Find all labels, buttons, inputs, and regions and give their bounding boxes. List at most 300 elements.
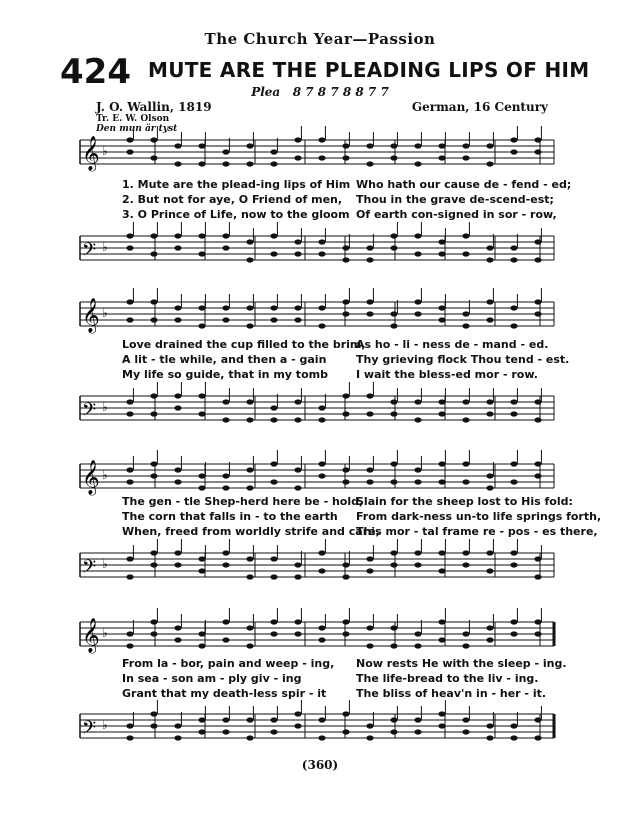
note-head [294, 155, 301, 160]
note-head [126, 643, 133, 648]
note-head [318, 717, 325, 722]
note-head [486, 550, 493, 555]
note-head [366, 311, 373, 316]
note-head [174, 317, 181, 322]
note-head [270, 556, 277, 561]
note-head [390, 717, 397, 722]
note-head [318, 251, 325, 256]
note-head [510, 411, 517, 416]
note-head [486, 143, 493, 148]
note-head [486, 411, 493, 416]
note-head [318, 473, 325, 478]
note-head [294, 137, 301, 142]
note-head [222, 473, 229, 478]
note-head [150, 631, 157, 636]
note-head [270, 149, 277, 154]
note-head [366, 723, 373, 728]
note-head [534, 556, 541, 561]
note-head [366, 245, 373, 250]
note-head [294, 711, 301, 716]
note-head [294, 305, 301, 310]
bass-clef-icon: 𝄢 [82, 718, 97, 743]
note-head [174, 467, 181, 472]
note-head [342, 479, 349, 484]
note-head [486, 625, 493, 630]
note-head [342, 574, 349, 579]
note-head [390, 311, 397, 316]
note-head [318, 625, 325, 630]
note-head [534, 735, 541, 740]
note-head [222, 562, 229, 567]
note-head [222, 485, 229, 490]
note-head [174, 393, 181, 398]
note-head [390, 461, 397, 466]
tune-meter: 8 7 8 7 8 8 7 7 [292, 85, 389, 99]
note-head [222, 149, 229, 154]
tune-line [0, 85, 640, 99]
note-head [534, 574, 541, 579]
hymn-number: 424 [60, 52, 131, 92]
lyric-line: The gen - tle Shep-herd here be - hold, [122, 495, 364, 508]
note-head [390, 245, 397, 250]
note-head [390, 143, 397, 148]
note-head [462, 631, 469, 636]
note-head [534, 137, 541, 142]
page-number: (360) [301, 758, 339, 772]
note-head [318, 305, 325, 310]
note-head [126, 735, 133, 740]
note-head [366, 643, 373, 648]
note-head [246, 467, 253, 472]
note-head [222, 637, 229, 642]
lyric-line: The life-bread to the liv - ing. [356, 672, 539, 685]
note-head [126, 245, 133, 250]
note-head [246, 161, 253, 166]
note-head [270, 631, 277, 636]
note-head [150, 317, 157, 322]
note-head [366, 143, 373, 148]
note-head [222, 729, 229, 734]
note-head [126, 399, 133, 404]
note-head [462, 311, 469, 316]
note-head [414, 161, 421, 166]
note-head [246, 625, 253, 630]
note-head [126, 631, 133, 636]
lyric-line: This mor - tal frame re - pos - es there, [356, 525, 598, 538]
note-head [126, 723, 133, 728]
note-head [150, 723, 157, 728]
note-head [486, 245, 493, 250]
note-head [462, 155, 469, 160]
note-head [462, 461, 469, 466]
original-title: Den mun är tyst [96, 124, 178, 134]
treble-clef-icon: 𝄞 [82, 618, 100, 653]
note-head [126, 411, 133, 416]
note-head [462, 233, 469, 238]
note-head [462, 717, 469, 722]
note-head [414, 717, 421, 722]
note-head [342, 467, 349, 472]
note-head [534, 149, 541, 154]
lyric-line: 3. O Prince of Life, now to the gloom [122, 208, 350, 221]
note-head [174, 305, 181, 310]
note-head [150, 562, 157, 567]
note-head [270, 405, 277, 410]
note-head [486, 735, 493, 740]
treble-staff-2 [0, 294, 640, 334]
note-head [126, 479, 133, 484]
note-head [342, 411, 349, 416]
note-head [366, 299, 373, 304]
note-head [510, 399, 517, 404]
lyric-line: 2. But not for aye, O Friend of men, [122, 193, 343, 206]
note-head [390, 323, 397, 328]
note-head [510, 257, 517, 262]
note-head [270, 161, 277, 166]
flat-icon: ♭ [102, 468, 108, 482]
note-head [150, 711, 157, 716]
note-head [222, 305, 229, 310]
note-head [270, 417, 277, 422]
note-head [294, 485, 301, 490]
note-head [270, 317, 277, 322]
note-head [246, 323, 253, 328]
note-head [150, 233, 157, 238]
note-head [510, 631, 517, 636]
bass-clef-icon: 𝄢 [82, 400, 97, 425]
note-head [246, 643, 253, 648]
note-head [414, 631, 421, 636]
note-head [270, 251, 277, 256]
bass-staff-1 [0, 228, 640, 276]
note-head [270, 619, 277, 624]
note-head [462, 143, 469, 148]
note-head [270, 729, 277, 734]
note-head [390, 643, 397, 648]
bass-clef-icon: 𝄢 [82, 557, 97, 582]
note-head [342, 619, 349, 624]
note-head [150, 155, 157, 160]
note-head [342, 311, 349, 316]
lyric-line: In sea - son am - ply giv - ing [122, 672, 302, 685]
note-head [294, 631, 301, 636]
note-head [150, 461, 157, 466]
note-head [414, 729, 421, 734]
flat-icon: ♭ [102, 306, 108, 320]
lyric-line: As ho - li - ness de - mand - ed. [356, 338, 549, 351]
note-head [150, 411, 157, 416]
composer: German, 16 Century [411, 100, 548, 114]
note-head [318, 323, 325, 328]
note-head [462, 323, 469, 328]
note-head [174, 405, 181, 410]
note-head [246, 257, 253, 262]
note-head [150, 619, 157, 624]
note-head [342, 155, 349, 160]
note-head [318, 155, 325, 160]
note-head [414, 399, 421, 404]
lyric-line: The corn that falls in - to the earth [122, 510, 338, 523]
note-head [174, 637, 181, 642]
note-head [318, 137, 325, 142]
note-head [510, 619, 517, 624]
note-head [366, 257, 373, 262]
note-head [174, 161, 181, 166]
note-head [318, 239, 325, 244]
note-head [414, 299, 421, 304]
note-head [126, 137, 133, 142]
note-head [222, 233, 229, 238]
treble-clef-icon: 𝄞 [82, 136, 100, 171]
note-head [270, 461, 277, 466]
hymn-title: MUTE ARE THE PLEADING LIPS OF HIM [148, 58, 590, 82]
bass-clef-icon: 𝄢 [82, 240, 97, 265]
note-head [510, 323, 517, 328]
note-head [270, 717, 277, 722]
lyric-line: Thou in the grave de-scend-est; [356, 193, 554, 206]
lyric-line: A lit - tle while, and then a - gain [122, 353, 327, 366]
treble-clef-icon: 𝄞 [82, 460, 100, 495]
flat-icon: ♭ [102, 718, 108, 732]
note-head [462, 399, 469, 404]
note-head [342, 631, 349, 636]
note-head [462, 562, 469, 567]
note-head [150, 251, 157, 256]
note-head [318, 461, 325, 466]
note-head [510, 137, 517, 142]
note-head [534, 257, 541, 262]
note-head [150, 299, 157, 304]
note-head [270, 479, 277, 484]
note-head [246, 417, 253, 422]
note-head [294, 251, 301, 256]
note-head [342, 299, 349, 304]
note-head [510, 149, 517, 154]
note-head [246, 485, 253, 490]
note-head [126, 149, 133, 154]
note-head [318, 417, 325, 422]
note-head [462, 251, 469, 256]
bass-staff-2 [0, 388, 640, 428]
note-head [390, 411, 397, 416]
note-head [390, 625, 397, 630]
note-head [318, 550, 325, 555]
note-head [366, 568, 373, 573]
note-head [126, 317, 133, 322]
note-head [318, 405, 325, 410]
note-head [510, 550, 517, 555]
treble-clef-icon: 𝄞 [82, 298, 100, 333]
note-head [486, 317, 493, 322]
note-head [294, 417, 301, 422]
note-head [126, 467, 133, 472]
note-head [222, 550, 229, 555]
note-head [294, 619, 301, 624]
note-head [294, 467, 301, 472]
note-head [174, 625, 181, 630]
note-head [366, 735, 373, 740]
note-head [414, 479, 421, 484]
note-head [222, 619, 229, 624]
author: J. O. Wallin, 1819 [96, 100, 212, 114]
note-head [366, 161, 373, 166]
note-head [534, 473, 541, 478]
note-head [486, 637, 493, 642]
note-head [174, 143, 181, 148]
flat-icon: ♭ [102, 400, 108, 414]
note-head [486, 485, 493, 490]
note-head [174, 245, 181, 250]
note-head [246, 735, 253, 740]
note-head [174, 479, 181, 484]
flat-icon: ♭ [102, 626, 108, 640]
note-head [414, 643, 421, 648]
lyric-line: From la - bor, pain and weep - ing, [122, 657, 335, 670]
note-head [366, 625, 373, 630]
note-head [294, 317, 301, 322]
lyric-line: Thy grieving flock Thou tend - est. [356, 353, 570, 366]
note-head [534, 311, 541, 316]
note-head [342, 245, 349, 250]
lyric-line: Of earth con-signed in sor - row, [356, 208, 557, 221]
note-head [462, 729, 469, 734]
note-head [246, 717, 253, 722]
note-head [462, 479, 469, 484]
translator: Tr. E. W. Olson [96, 114, 170, 124]
note-head [534, 619, 541, 624]
lyric-line: Grant that my death-less spir - it [122, 687, 327, 700]
bass-staff-4 [0, 706, 640, 746]
note-head [174, 723, 181, 728]
note-head [510, 479, 517, 484]
note-head [174, 233, 181, 238]
note-head [174, 735, 181, 740]
lyric-line: My life so guide, that in my tomb [122, 368, 328, 381]
note-head [222, 717, 229, 722]
tune-name: Plea [251, 85, 281, 99]
note-head [150, 473, 157, 478]
note-head [534, 299, 541, 304]
flat-icon: ♭ [102, 557, 108, 571]
note-head [342, 143, 349, 148]
note-head [150, 393, 157, 398]
note-head [486, 723, 493, 728]
note-head [390, 155, 397, 160]
note-head [510, 562, 517, 567]
note-head [294, 723, 301, 728]
note-head [366, 411, 373, 416]
note-head [366, 556, 373, 561]
note-head [342, 562, 349, 567]
note-head [462, 550, 469, 555]
note-head [534, 239, 541, 244]
note-head [294, 562, 301, 567]
treble-staff-3 [0, 456, 640, 496]
note-head [318, 637, 325, 642]
lyric-line: When, freed from worldly strife and care, [122, 525, 380, 538]
note-head [414, 467, 421, 472]
note-head [270, 574, 277, 579]
note-head [270, 305, 277, 310]
lyric-line: 1. Mute are the plead-ing lips of Him [122, 178, 351, 191]
note-head [510, 305, 517, 310]
note-head [270, 233, 277, 238]
note-head [246, 574, 253, 579]
note-head [390, 479, 397, 484]
note-head [390, 233, 397, 238]
treble-staff-4 [0, 614, 640, 654]
note-head [246, 399, 253, 404]
lyric-line: Who hath our cause de - fend - ed; [356, 178, 572, 191]
note-head [510, 245, 517, 250]
note-head [222, 161, 229, 166]
note-head [414, 311, 421, 316]
note-head [414, 550, 421, 555]
note-head [510, 461, 517, 466]
note-head [318, 735, 325, 740]
note-head [150, 137, 157, 142]
lyric-line: Now rests He with the sleep - ing. [356, 657, 567, 670]
note-head [366, 479, 373, 484]
note-head [222, 399, 229, 404]
note-head [342, 729, 349, 734]
note-head [462, 643, 469, 648]
flat-icon: ♭ [102, 240, 108, 254]
note-head [534, 631, 541, 636]
note-head [486, 473, 493, 478]
note-head [486, 299, 493, 304]
note-head [390, 729, 397, 734]
lyric-line: Slain for the sheep lost to His fold: [356, 495, 573, 508]
note-head [534, 399, 541, 404]
note-head [126, 574, 133, 579]
note-head [510, 723, 517, 728]
note-head [414, 417, 421, 422]
note-head [414, 251, 421, 256]
note-head [222, 417, 229, 422]
lyric-line: The bliss of heav'n in - her - it. [356, 687, 547, 700]
lyric-line: I wait the bless-ed mor - row. [356, 368, 538, 381]
note-head [294, 399, 301, 404]
note-head [390, 550, 397, 555]
note-head [174, 562, 181, 567]
note-head [414, 562, 421, 567]
note-head [246, 556, 253, 561]
note-head [510, 735, 517, 740]
note-head [486, 399, 493, 404]
note-head [222, 245, 229, 250]
note-head [486, 568, 493, 573]
note-head [126, 233, 133, 238]
note-head [246, 239, 253, 244]
note-head [342, 393, 349, 398]
note-head [462, 417, 469, 422]
note-head [174, 550, 181, 555]
lyric-line: From dark-ness un-to life springs forth, [356, 510, 602, 523]
note-head [126, 556, 133, 561]
note-head [414, 143, 421, 148]
note-head [534, 461, 541, 466]
note-head [246, 305, 253, 310]
lyric-line: Love drained the cup filled to the brim, [122, 338, 366, 351]
note-head [534, 717, 541, 722]
note-head [390, 562, 397, 567]
note-head [126, 299, 133, 304]
note-head [390, 399, 397, 404]
note-head [294, 574, 301, 579]
note-head [294, 239, 301, 244]
treble-staff-1 [0, 132, 640, 180]
